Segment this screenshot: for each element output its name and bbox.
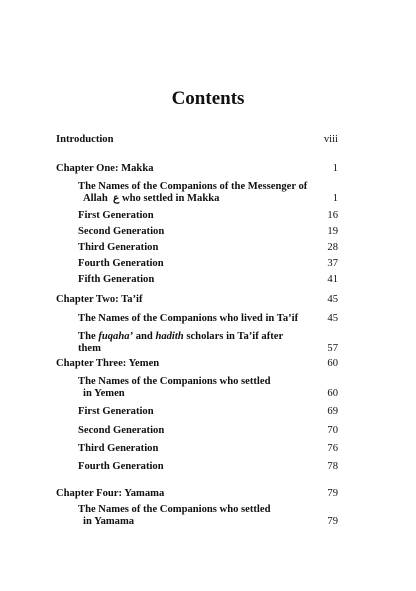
toc-page-number: 76 xyxy=(327,443,338,454)
toc-entry-yemen-third-generation[interactable] xyxy=(78,443,338,455)
toc-page-number: 45 xyxy=(327,294,338,305)
toc-entry-taif-companions[interactable] xyxy=(78,313,338,325)
toc-page-number: 45 xyxy=(327,313,338,324)
label-italic-fuqaha: fuqaha’ xyxy=(98,331,134,342)
toc-entry-label: Chapter Four: Yamama xyxy=(56,488,165,499)
toc-page-number: viii xyxy=(323,134,338,145)
toc-page-number: 78 xyxy=(327,461,338,472)
toc-entry-makka-companions[interactable] xyxy=(78,181,338,205)
toc-entry-label: The Names of the Companions who lived in Ta’if xyxy=(78,313,299,324)
toc-page-number: 69 xyxy=(327,406,338,417)
toc-entry-makka-third-generation[interactable] xyxy=(78,242,338,254)
label-text: The xyxy=(78,331,99,342)
toc-page-number: 60 xyxy=(327,388,338,399)
toc-entry-label-line-1: The Names of the Companions who settled xyxy=(78,376,271,387)
toc-entry-yemen-companions[interactable] xyxy=(78,376,338,400)
toc-entry-label: Chapter Three: Yemen xyxy=(56,358,160,369)
toc-entry-label: Chapter One: Makka xyxy=(56,163,154,174)
toc-entry-makka-second-generation[interactable] xyxy=(78,226,338,238)
toc-entry-label: Third Generation xyxy=(78,242,159,253)
toc-entry-label-line-2: Allah ع who settled in Makka xyxy=(83,193,220,204)
toc-page-number: 37 xyxy=(327,258,338,269)
toc-entry-makka-fifth-generation[interactable] xyxy=(78,274,338,286)
toc-entry-label: Fifth Generation xyxy=(78,274,155,285)
toc-entry-label-line-2: in Yamama xyxy=(83,516,135,527)
toc-entry-label: Second Generation xyxy=(78,425,165,436)
toc-entry-yamama-companions[interactable] xyxy=(78,504,338,528)
toc-page-number: 41 xyxy=(327,274,338,285)
toc-page-number: 70 xyxy=(327,425,338,436)
toc-entry-makka-fourth-generation[interactable] xyxy=(78,258,338,270)
toc-chapter-four[interactable] xyxy=(56,488,338,500)
toc-chapter-one[interactable] xyxy=(56,163,338,175)
toc-entry-yemen-first-generation[interactable] xyxy=(78,406,338,418)
toc-page-number: 57 xyxy=(327,343,338,354)
toc-page-number: 16 xyxy=(327,210,338,221)
toc-entry-label-line-1: The Names of the Companions of the Messenger of xyxy=(78,181,308,192)
toc-entry-label: Introduction xyxy=(56,134,114,145)
toc-chapter-three[interactable] xyxy=(56,358,338,370)
toc-entry-label: First Generation xyxy=(78,406,154,417)
toc-entry-yemen-fourth-generation[interactable] xyxy=(78,461,338,473)
toc-page-number: 79 xyxy=(327,488,338,499)
toc-entry-label xyxy=(78,331,338,355)
toc-entry-label-line-2: in Yemen xyxy=(83,388,125,399)
toc-entry-label: Second Generation xyxy=(78,226,165,237)
toc-entry-yemen-second-generation[interactable] xyxy=(78,425,338,437)
toc-page-number: 19 xyxy=(327,226,338,237)
toc-page-number: 1 xyxy=(332,163,338,174)
label-text: and xyxy=(133,331,156,342)
toc-entry-introduction[interactable] xyxy=(56,134,338,146)
toc-entry-label: Third Generation xyxy=(78,443,159,454)
toc-entry-makka-first-generation[interactable] xyxy=(78,210,338,222)
label-italic-hadith: hadith xyxy=(155,331,184,342)
label-text: scholars in Ta’if after them xyxy=(78,331,283,354)
toc-entry-label-line-1: The Names of the Companions who settled xyxy=(78,504,271,515)
toc-page-number: 1 xyxy=(332,193,338,204)
toc-page-number: 28 xyxy=(327,242,338,253)
toc-entry-taif-scholars[interactable] xyxy=(78,331,338,355)
toc-entry-label: Fourth Generation xyxy=(78,258,164,269)
toc-page-number: 79 xyxy=(327,516,338,527)
page-title: Contents xyxy=(171,88,245,109)
toc-entry-label: First Generation xyxy=(78,210,154,221)
toc-entry-label: Chapter Two: Ta’if xyxy=(56,294,143,305)
toc-entry-label: Fourth Generation xyxy=(78,461,164,472)
toc-page-number: 60 xyxy=(327,358,338,369)
toc-chapter-two[interactable] xyxy=(56,294,338,306)
